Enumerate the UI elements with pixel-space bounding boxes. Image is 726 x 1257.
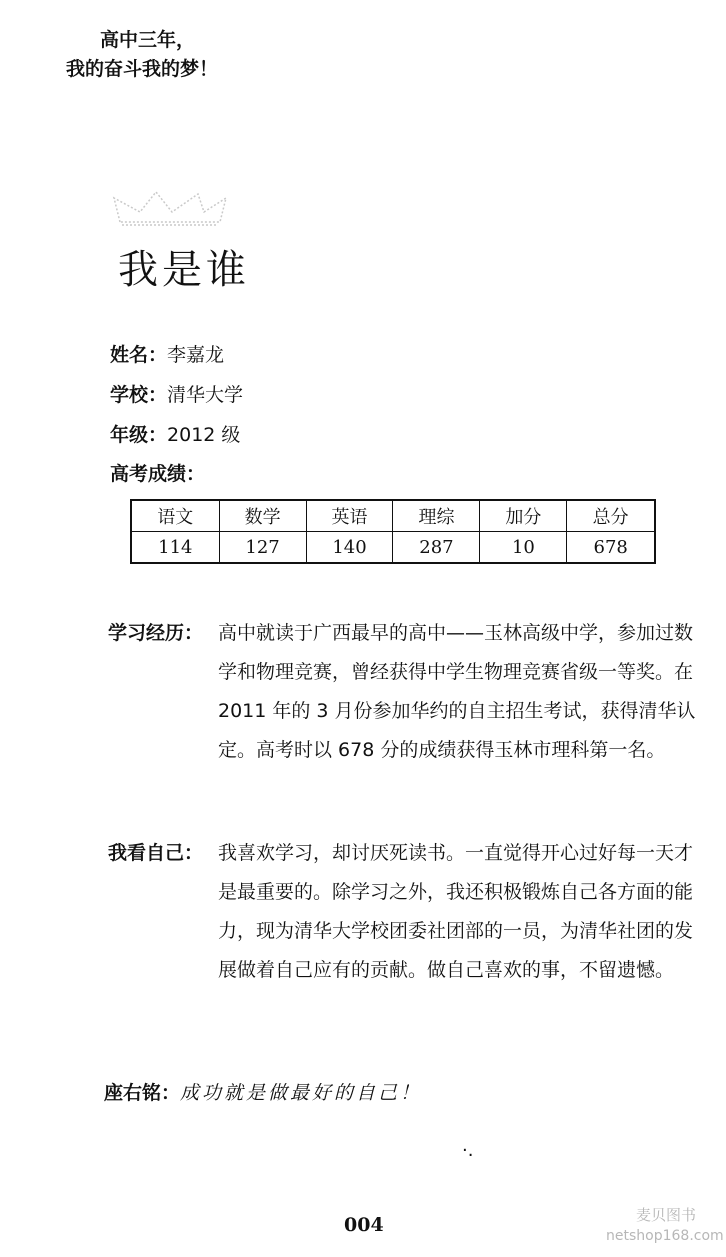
field-grade-value: 2012 级 <box>167 424 241 446</box>
field-grade-label: 年级： <box>110 424 168 446</box>
field-school <box>110 380 243 407</box>
header-line-1: 高中三年， <box>100 29 196 51</box>
experience-label: 学习经历： <box>108 622 204 644</box>
score-value-bonus: 10 <box>480 532 567 564</box>
score-table <box>130 499 656 564</box>
header-line-2: 我的奋斗我的梦！ <box>66 58 219 80</box>
field-school-label: 学校： <box>110 384 168 406</box>
self-view-section <box>108 834 698 990</box>
self-view-text: 我喜欢学习，却讨厌死读书。一直觉得开心过好每一天才是最重要的。除学习之外，我还积极锻炼自己各方面的能力，现为清华大学校团委社团部的一员，为清华社团的发展做着自己应有的贡献。做自己喜欢的事，不留遗憾。 <box>218 842 694 981</box>
crown-ornament <box>100 188 240 228</box>
watermark-brand: 麦贝图书 <box>636 1206 697 1224</box>
score-header-english: 英语 <box>306 500 393 532</box>
motto <box>104 1078 422 1105</box>
field-grade <box>110 420 240 447</box>
field-name-label: 姓名： <box>110 344 168 366</box>
score-table-header-row <box>131 500 655 532</box>
score-header-chinese: 语文 <box>131 500 219 532</box>
score-header-bonus: 加分 <box>480 500 567 532</box>
score-table-value-row <box>131 532 655 564</box>
page-header <box>66 26 218 84</box>
self-view-label: 我看自己： <box>108 842 204 864</box>
decorative-dots: ·. <box>462 1140 474 1161</box>
score-value-science: 287 <box>393 532 480 564</box>
field-school-value: 清华大学 <box>167 384 244 406</box>
motto-text: 成功就是做最好的自己！ <box>180 1082 423 1104</box>
score-header-total: 总分 <box>567 500 655 532</box>
field-name <box>110 340 224 367</box>
score-value-total: 678 <box>567 532 655 564</box>
field-exam-scores <box>110 459 205 486</box>
field-name-value: 李嘉龙 <box>167 344 225 366</box>
field-exam-scores-label: 高考成绩： <box>110 463 206 485</box>
score-value-chinese: 114 <box>131 532 219 564</box>
experience-section <box>108 614 698 770</box>
experience-text: 高中就读于广西最早的高中——玉林高级中学，参加过数学和物理竞赛，曾经获得中学生物理竞赛省级一等奖。在 2011 年的 3 月份参加华约的自主招生考试，获得清华认定。高考时以 678 分的成绩获得玉林市理科第一名。 <box>218 622 696 761</box>
watermark-url: netshop168.com <box>606 1228 724 1244</box>
score-header-science: 理综 <box>393 500 480 532</box>
score-value-math: 127 <box>219 532 306 564</box>
motto-label: 座右铭： <box>104 1082 181 1104</box>
score-header-math: 数学 <box>219 500 306 532</box>
section-title: 我是谁 <box>118 247 250 293</box>
score-value-english: 140 <box>306 532 393 564</box>
page-number: 004 <box>344 1214 384 1236</box>
